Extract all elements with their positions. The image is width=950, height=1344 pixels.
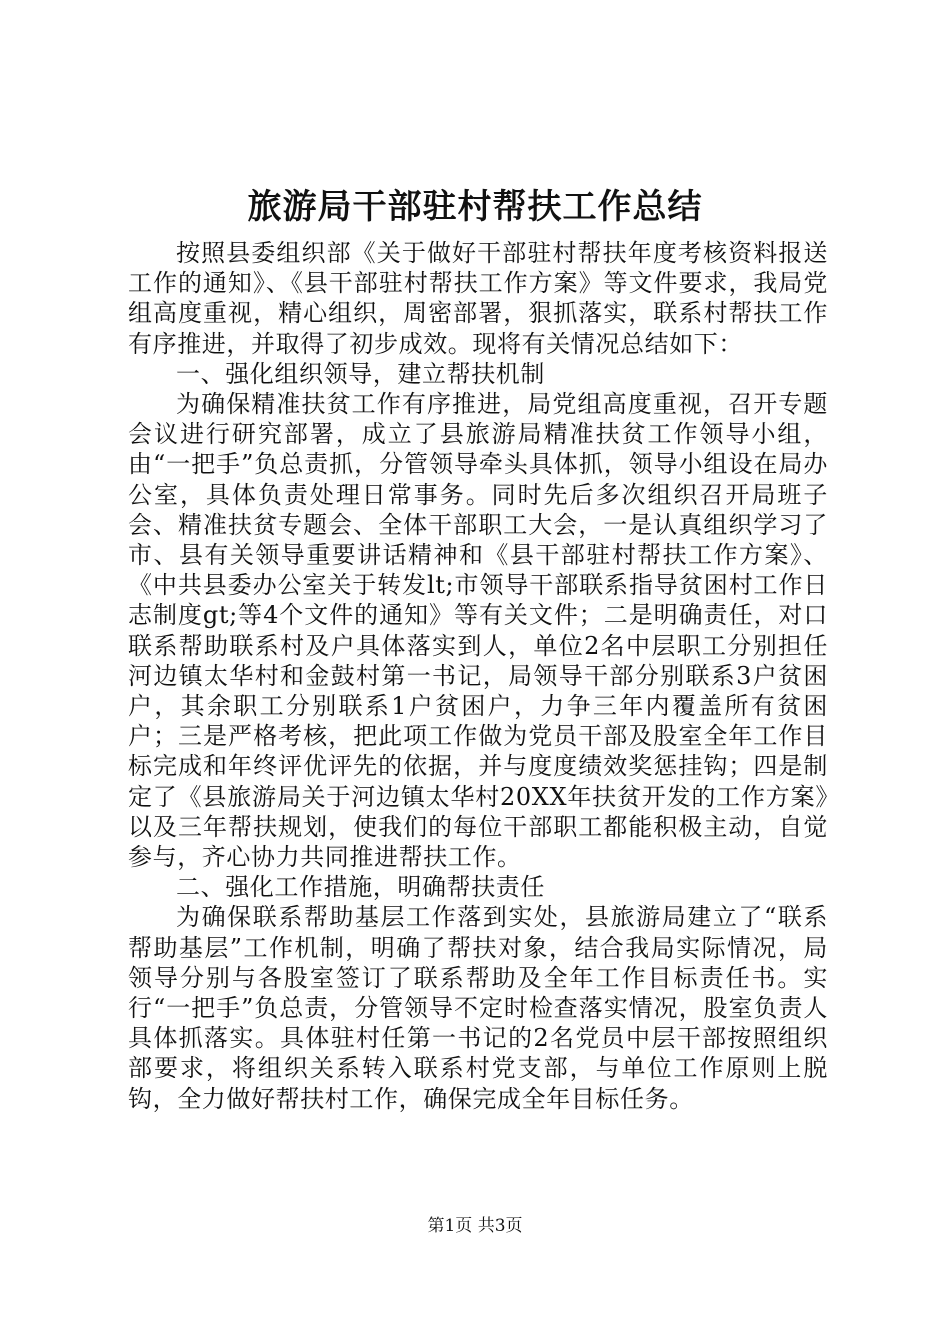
page-footer: 第1页 共3页 bbox=[427, 1216, 523, 1236]
document-body bbox=[128, 238, 828, 1114]
section-heading-1: 一、强化组织领导，建立帮扶机制 bbox=[176, 359, 545, 388]
intro-paragraph: 按照县委组织部《关于做好干部驻村帮扶年度考核资料报送工作的通知》、《县干部驻村帮扶工作方案》等文件要求，我局党组高度重视，精心组织，周密部署，狠抓落实，联系村帮扶工作有序推进，并取得了初步成效。现将有关情况总结如下： bbox=[128, 239, 828, 358]
section-2-paragraph: 为确保联系帮助基层工作落到实处，县旅游局建立了“联系帮助基层”工作机制，明确了帮扶对象，结合我局实际情况，局领导分别与各股室签订了联系帮助及全年工作目标责任书。实行“一把手”负总责，分管领导不定时检查落实情况，股室负责人具体抓落实。具体驻村任第一书记的2名党员中层干部按照组织部要求，将组织关系转入联系村党支部，与单位工作原则上脱钩，全力做好帮扶村工作，确保完成全年目标任务。 bbox=[128, 903, 828, 1113]
section-1-paragraph: 为确保精准扶贫工作有序推进，局党组高度重视，召开专题会议进行研究部署，成立了县旅游局精准扶贫工作领导小组，由“一把手”负总责抓，分管领导牵头具体抓，领导小组设在局办公室，具体负责处理日常事务。同时先后多次组织召开局班子会、精准扶贫专题会、全体干部职工大会，一是认真组织学习了市、县有关领导重要讲话精神和《县干部驻村帮扶工作方案》、《中共县委办公室关于转发lt;市领导干部联系指导贫困村工作日志制度gt;等4个文件的通知》等有关文件；二是明确责任，对口联系帮助联系村及户具体落实到人，单位2名中层职工分别担任河边镇太华村和金鼓村第一书记，局领导干部分别联系3户贫困户，其余职工分别联系1户贫困户，力争三年内覆盖所有贫困户；三是严格考核，把此项工作做为党员干部及股室全年工作目标完成和年终评优评先的依据，并与度度绩效奖惩挂钩；四是制定了《县旅游局关于河边镇太华村20XX年扶贫开发的工作方案》以及三年帮扶规划，使我们的每位干部职工都能积极主动，自觉参与，齐心协力共同推进帮扶工作。 bbox=[128, 390, 828, 872]
document-title: 旅游局干部驻村帮扶工作总结 bbox=[247, 187, 703, 227]
section-heading-2: 二、强化工作措施，明确帮扶责任 bbox=[176, 873, 545, 902]
